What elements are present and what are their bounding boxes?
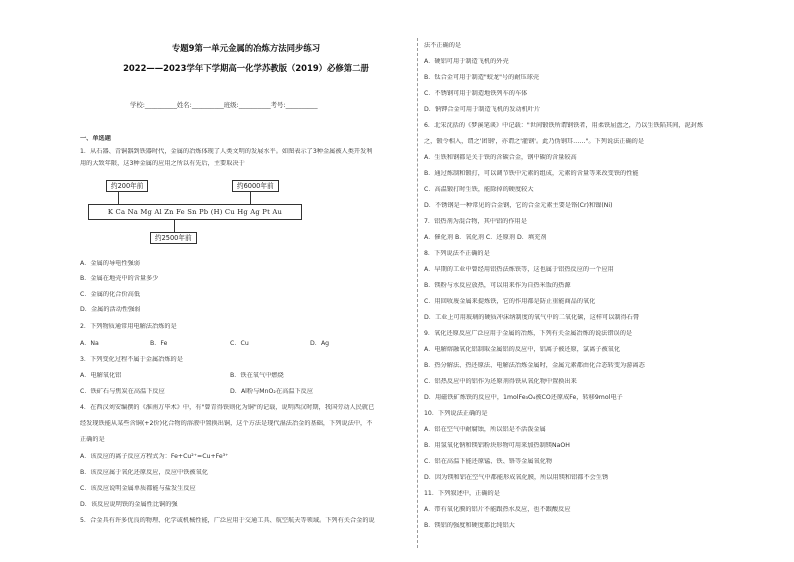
right-text-line: B．热分解法、热还原法、电解法冶炼金属时，金属元素都由化合态转变为游离态 <box>424 362 645 369</box>
q1-option-c: C．金属的化合价高低 <box>80 291 141 298</box>
q1-text-line-2: 用的大致年限，这3种金属的应用之所以有先后，主要取决于 <box>80 160 245 167</box>
page-subtitle: 2022——2023学年下学期高一化学苏教版（2019）必修第二册 <box>123 63 369 73</box>
q4-text-line-2: 经发现铁能从某些含铜(+2价)化合物的溶液中置换出铜，这个方法是现代湿法冶金的基础，下列说法中，不 <box>80 420 373 427</box>
q2-option-c: C．Cu <box>230 340 249 347</box>
figure-leader-line <box>250 192 251 204</box>
right-text-line: A．硬铝可用于制造飞机的外壳 <box>424 58 509 65</box>
q1-option-d: D．金属的活动性强弱 <box>80 306 141 313</box>
right-text-line: 法不正确的是 <box>424 42 462 49</box>
q2-option-b: B．Fe <box>150 340 168 347</box>
q3-option-a: A．电解氧化铝 <box>80 372 122 379</box>
right-text-line: B．钛合金可用于制造"蛟龙"号的耐压球壳 <box>424 74 540 81</box>
right-text-line: 11．下列叙述中，正确的是 <box>424 490 500 497</box>
q4-option-d: D．该反应说明铁的金属性比铜的强 <box>80 501 178 508</box>
metal-activity-series: K Ca Na Mg Al Zn Fe Sn Pb (H) Cu Hg Ag Pt Au <box>88 204 302 220</box>
right-text-line: A．铝在空气中耐腐蚀，所以铝是不活泼金属 <box>424 426 546 433</box>
right-text-line: 7．铝热剂为混合物，其中铝的作用是 <box>424 218 527 225</box>
right-text-line: B．镁铝的强度和硬度都比纯铝大 <box>424 522 515 529</box>
page-title: 专题9第一单元金属的冶炼方法同步练习 <box>171 43 321 53</box>
q5-text: 5．合金具有许多优良的物理、化学或机械性能，广泛应用于交通工具、航空航天等领域。下列有关合金的说 <box>80 517 375 524</box>
right-text-line: A．电解熔融氧化铝制取金属铝的反应中，铝离子被还原，氯离子被氧化 <box>424 346 621 353</box>
right-text-line: 6．北宋沈括的《梦溪笔谈》中记载："世间锻铁所谓钢铁者，用柔铁屈盘之，乃以生铁陷其间，泥封炼 <box>424 122 704 129</box>
right-text-line: A．带有氧化膜的铝片不能跟热水反应，也不跟酸反应 <box>424 506 571 513</box>
right-text-line: 8．下列说法不正确的是 <box>424 250 490 257</box>
q3-option-b: B．铁在氧气中燃烧 <box>230 372 284 379</box>
right-text-line: C．铝热反应中的铝作为还原剂得铁从氧化物中置换出来 <box>424 378 577 385</box>
figure-tag-6000-years: 约6000年前 <box>232 180 279 192</box>
q4-option-c: C．该反应说明金属单质都能与盐发生反应 <box>80 485 196 492</box>
right-text-line: D．钠钾合金可用于制造飞机的发动机叶片 <box>424 106 541 113</box>
q1-option-b: B．金属在地壳中的含量多少 <box>80 275 159 282</box>
q1-option-a: A．金属的导电性强弱 <box>80 260 140 267</box>
section-heading: 一、单选题 <box>80 135 111 142</box>
q3-text: 3．下列变化过程不属于金属冶炼的是 <box>80 356 183 363</box>
right-text-line: C．高温锻打时生铁，能除掉的硬度较大 <box>424 186 534 193</box>
q2-option-a: A．Na <box>80 340 99 347</box>
student-info-line: 学校:__________姓名:__________班级:__________考号:__________ <box>130 101 318 109</box>
right-text-line: 10．下列说法正确的是 <box>424 410 488 417</box>
metal-activity-figure <box>84 180 304 248</box>
figure-leader-line <box>118 192 119 204</box>
right-text-line: C．不锈钢可用于制造地铁列车的车体 <box>424 90 528 97</box>
q3-option-d: D．Al粉与MnO₂在高温下反应 <box>230 388 314 395</box>
figure-tag-2500-years: 约2500年前 <box>150 232 197 244</box>
right-text-line: D．因为镁和铝在空气中都能形成氧化膜，所以用镁和铝都不会生锈 <box>424 474 609 481</box>
column-divider <box>417 38 418 548</box>
right-text-line: C．用回收废金属来提炼铁，它的作用都是防止重能商品的氧化 <box>424 298 596 305</box>
right-text-line: D．工业上可用玻璃的硬质冲沫纳制度的氧气中的二氧化碳，这样可以制得石膏 <box>424 314 640 321</box>
q3-option-c: C．铁矿石与焦炭在高温下反应 <box>80 388 165 395</box>
right-text-line: D．不锈钢是一种常见的合金钢，它的合金元素主要是铬(Cr)和镍(Ni) <box>424 202 613 209</box>
right-text-line: 之，锻令相入，谓之'团钢'，亦谓之'灌钢'。此乃伪钢耳……"。下列说法正确的是 <box>424 138 645 145</box>
figure-leader-line <box>174 220 175 232</box>
right-text-line: C．铝在高温下能还原锰、铁、铬等金属氧化物 <box>424 458 553 465</box>
right-text-line: A．催化剂 B．氧化剂 C．还原剂 D．填充剂 <box>424 234 547 241</box>
q4-option-b: B．该反应属于氧化还原反应，反应中铁被氧化 <box>80 469 208 476</box>
right-text-line: B．用氢氧化钠和镁铝粉块形物可用来加热制镁NaOH <box>424 442 570 449</box>
figure-tag-200-years: 约200年前 <box>106 180 148 192</box>
q1-text-line-1: 1．从石器、青铜器到铁器时代，金属的冶炼体现了人类文明的发展水平。如图表示了3种金属被人类开发利 <box>80 148 373 155</box>
right-text-line: A．生铁和钢都是关于铁的含碳合金，钢中碳的含量较高 <box>424 154 577 161</box>
q2-option-d: D．Ag <box>310 340 330 347</box>
right-text-line: A．早期的工业中曾经用铝热法炼铁等，这也属于铝热反应的一个应用 <box>424 266 614 273</box>
q4-option-a: A．该反应的离子反应方程式为：Fe+Cu²⁺=Cu+Fe³⁺ <box>80 453 229 460</box>
right-text-line: B．镁粉与水反应放热，可以用来作为自热米饭的热源 <box>424 282 571 289</box>
right-text-line: B．通过炼制和锻打，可以调节铁中元素的组成，元素的含量等来改变铁的性能 <box>424 170 639 177</box>
q4-text-line-3: 正确的是 <box>80 436 105 443</box>
q2-text: 2．下列物质通常用电解法冶炼的是 <box>80 323 177 330</box>
q4-text-line-1: 4．在西汉刘安编撰的《淮南万毕术》中，有"曾青得铁则化为铜"的记载，说明西汉时期，我国劳动人民就已 <box>80 404 375 411</box>
right-text-line: D．用磁铁矿炼铁的反应中，1molFe₃O₄被CO还原成Fe，转移9mol电子 <box>424 394 623 401</box>
right-text-line: 9．氧化还原反应广泛应用于金属的冶炼，下列有关金属冶炼的说法错误的是 <box>424 330 633 337</box>
